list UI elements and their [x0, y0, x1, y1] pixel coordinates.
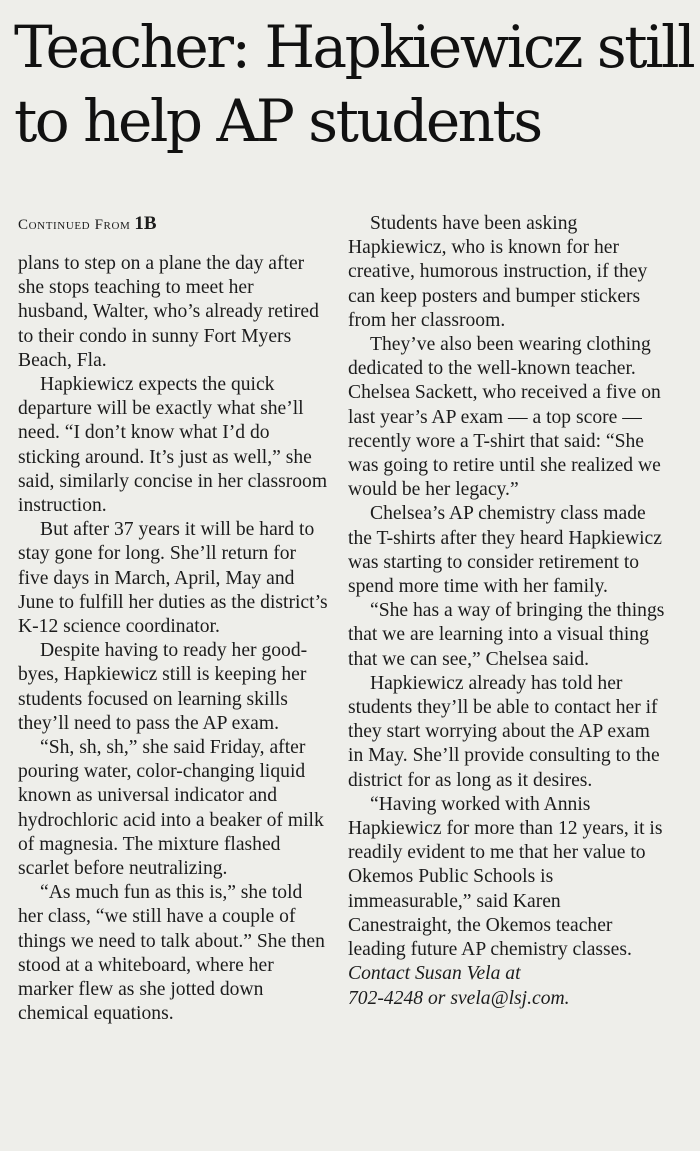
article-paragraph: Hapkiewicz expects the quick departure will be exactly what she’ll need. “I don’t know what I’d do sticking around. It’s just as well,” she said, similarly concise in her classroom instruction. — [18, 374, 328, 517]
contact-line-1: Contact Susan Vela at — [348, 963, 521, 985]
article-paragraph: plans to step on a plane the day after she stops teaching to meet her husband, Walter, who’s already retired to their condo in sunny Fort Myers Beach, Fla. — [18, 253, 319, 371]
headline: Teacher: Hapkiewicz still to help AP students — [14, 13, 694, 155]
continued-from-line — [18, 212, 328, 236]
article-column-left — [18, 212, 328, 1027]
article-paragraph: “She has a way of bringing the things that we are learning into a visual thing that we can see,” Chelsea said. — [348, 600, 665, 670]
article-column-right — [348, 212, 668, 1011]
article-paragraph: “As much fun as this is,” she told her class, “we still have a couple of things we need to talk about.” She then stood at a whiteboard, where her marker flew as she jotted down chemical equations. — [18, 882, 325, 1025]
contact-line-2: 702-4248 or svela@lsj.com. — [348, 987, 570, 1009]
continued-from-label: Continued From — [18, 217, 131, 233]
article-paragraph: “Sh, sh, sh,” she said Friday, after pouring water, color-changing liquid known as universal indicator and hydrochloric acid into a beaker of milk of magnesia. The mixture flashed scarlet before neutralizing. — [18, 737, 324, 880]
article-paragraph: Despite having to ready her good-byes, Hapkiewicz still is keeping her students focused on learning skills they’ll need to pass the AP exam. — [18, 640, 308, 734]
article-paragraph: They’ve also been wearing clothing dedicated to the well-known teacher. Chelsea Sackett, who received a five on last year’s AP exam — a top score — recently wore a T-shirt that said: “She was going to retire until she realized we would be her legacy.” — [348, 334, 661, 501]
article-paragraph: But after 37 years it will be hard to stay gone for long. She’ll return for five days in March, April, May and June to fulfill her duties as the district’s K-12 science coordinator. — [18, 519, 328, 638]
continued-from-page: 1B — [134, 213, 157, 234]
article-paragraph: Chelsea’s AP chemistry class made the T-shirts after they heard Hapkiewicz was starting to consider retirement to spend more time with her family. — [348, 503, 662, 598]
article-paragraph: Students have been asking Hapkiewicz, who is known for her creative, humorous instruction, if they can keep posters and bumper stickers from her classroom. — [348, 213, 648, 331]
article-paragraph: “Having worked with Annis Hapkiewicz for more than 12 years, it is readily evident to me that her value to Okemos Public Schools is immeasurable,” said Karen Canestraight, the Okemos teacher leading future AP chemistry classes. — [348, 793, 663, 961]
article-paragraph: Hapkiewicz already has told her students they’ll be able to contact her if they start worrying about the AP exam in May. She’ll provide consulting to the district for as long as it desires. — [348, 672, 660, 791]
